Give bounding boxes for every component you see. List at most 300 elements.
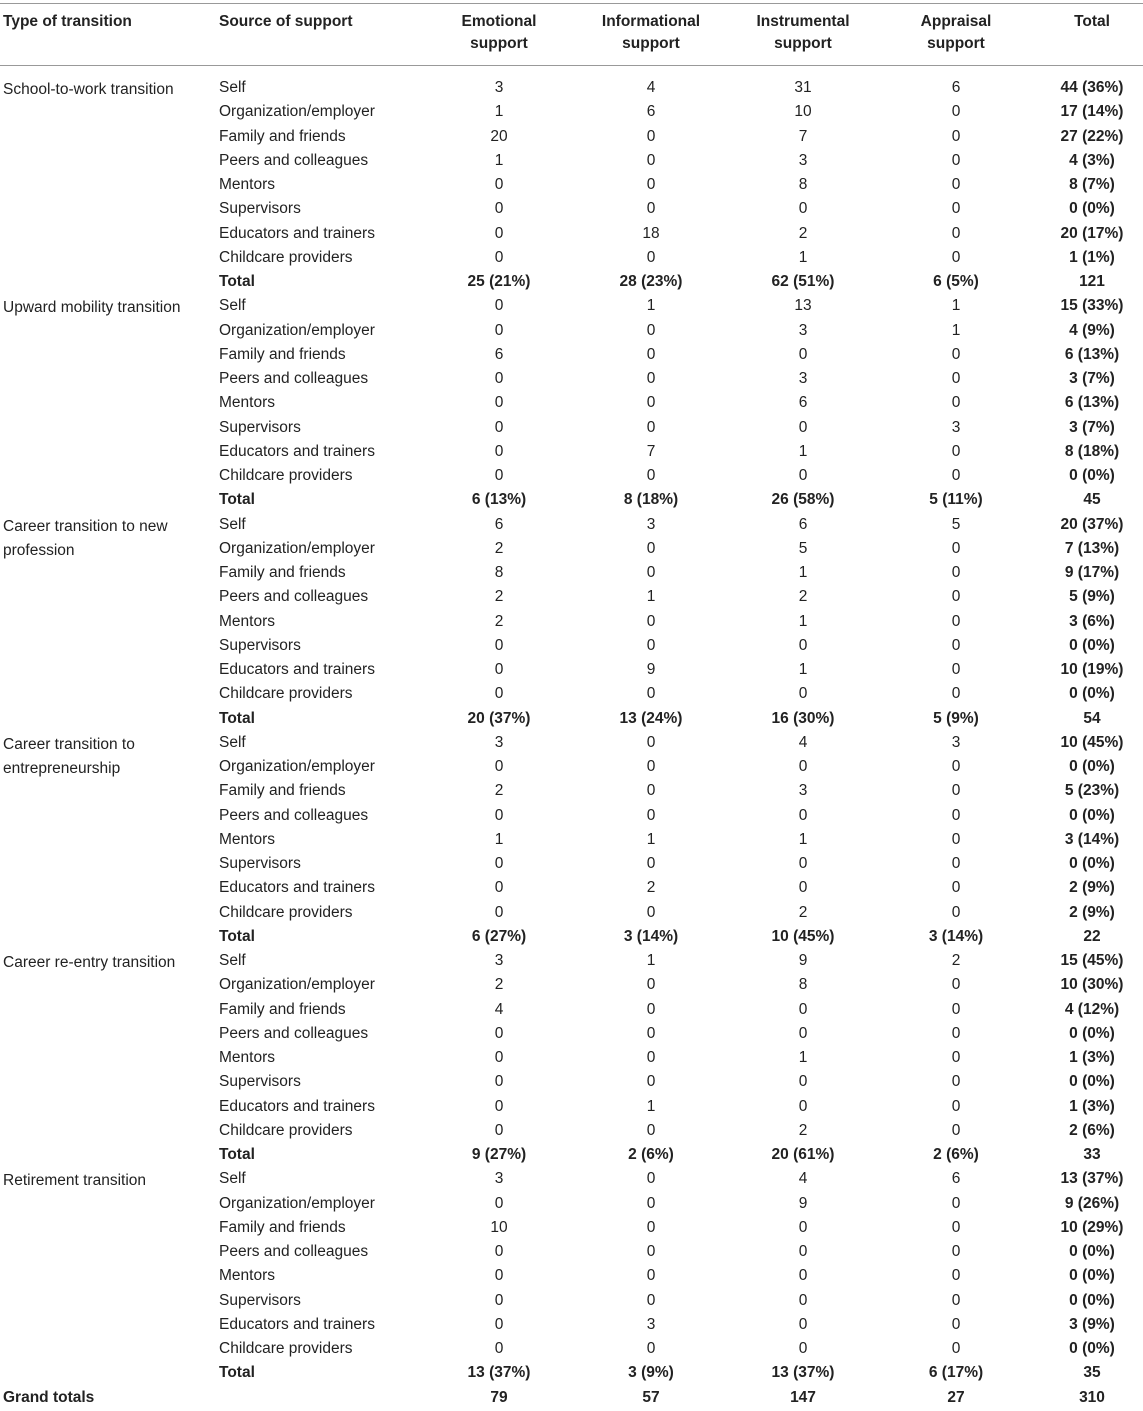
transition-type-label xyxy=(3,951,203,975)
informational-value-cell: 2 xyxy=(646,879,656,897)
total-value-cell: 0 (0%) xyxy=(1069,685,1115,703)
informational-value-cell: 0 xyxy=(646,855,656,872)
total-value-cell: 6 (13%) xyxy=(1064,345,1120,363)
total-value-cell: 5 (9%) xyxy=(1069,588,1115,606)
source-of-support-cell: Organization/employer xyxy=(219,321,375,339)
instrumental-value-cell: 0 xyxy=(798,685,808,703)
header-type-of-transition: Type of transition xyxy=(3,13,132,30)
source-of-support-cell: Peers and colleagues xyxy=(219,1024,369,1042)
source-of-support-cell: Supervisors xyxy=(219,636,301,654)
emotional-value-cell: 0 xyxy=(494,1340,504,1357)
appraisal-value-cell: 0 xyxy=(951,370,961,387)
source-of-support-cell: Mentors xyxy=(219,394,275,412)
informational-value-cell: 1 xyxy=(646,297,656,315)
transition-type-label xyxy=(3,1169,203,1193)
source-of-support-cell: Organization/employer xyxy=(219,976,375,994)
source-of-support-cell: Family and friends xyxy=(219,564,346,581)
emotional-value-cell: 0 xyxy=(494,176,504,193)
source-of-support-cell: Educators and trainers xyxy=(219,224,375,242)
emotional-value-cell: 0 xyxy=(494,1121,504,1139)
source-of-support-cell: Self xyxy=(219,297,246,315)
header-informational-support xyxy=(571,11,731,55)
emotional-value-cell: 2 xyxy=(494,539,504,557)
total-value-cell: 3 (14%) xyxy=(1064,830,1120,848)
informational-value-cell: 0 xyxy=(646,1170,656,1188)
instrumental-value-cell: 2 xyxy=(798,1121,808,1139)
total-value-cell: 3 (7%) xyxy=(1069,370,1115,387)
group-total-label: Total xyxy=(219,709,255,727)
header-appraisal-support xyxy=(876,11,1036,55)
emotional-value-cell: 0 xyxy=(494,879,504,897)
informational-value-cell: 6 xyxy=(646,103,656,121)
header-source-of-support: Source of support xyxy=(219,13,353,30)
appraisal-value-cell: 0 xyxy=(951,1291,961,1309)
grand-total-appraisal-cell: 27 xyxy=(947,1388,965,1406)
instrumental-value-cell: 0 xyxy=(798,1218,808,1236)
emotional-value-cell: 0 xyxy=(494,636,504,654)
total-value-cell: 8 (7%) xyxy=(1069,176,1115,193)
total-value-cell: 0 (0%) xyxy=(1069,1243,1115,1260)
group-total-instrumental-cell: 20 (61%) xyxy=(771,1146,835,1163)
header-informational-line2: support xyxy=(622,35,680,52)
informational-value-cell: 0 xyxy=(646,1243,656,1260)
appraisal-value-cell: 0 xyxy=(951,855,961,872)
emotional-value-cell: 0 xyxy=(494,1194,504,1212)
emotional-value-cell: 0 xyxy=(494,1315,504,1333)
instrumental-value-cell: 13 xyxy=(794,297,812,315)
group-total-instrumental-cell: 10 (45%) xyxy=(771,927,835,945)
emotional-value-cell: 0 xyxy=(494,661,504,678)
transition-type-label xyxy=(3,733,203,781)
informational-value-cell: 0 xyxy=(646,782,656,800)
source-of-support-cell: Self xyxy=(219,79,246,96)
source-of-support-cell: Childcare providers xyxy=(219,685,353,703)
informational-value-cell: 0 xyxy=(646,1049,656,1066)
group-total-informational-cell: 8 (18%) xyxy=(623,491,679,509)
total-value-cell: 0 (0%) xyxy=(1069,806,1115,824)
informational-value-cell: 0 xyxy=(646,370,656,387)
informational-value-cell: 0 xyxy=(646,612,656,630)
instrumental-value-cell: 0 xyxy=(798,200,808,218)
emotional-value-cell: 3 xyxy=(494,1170,504,1188)
source-of-support-cell: Supervisors xyxy=(219,418,301,436)
instrumental-value-cell: 2 xyxy=(798,224,808,242)
appraisal-value-cell: 0 xyxy=(951,806,961,824)
total-value-cell: 10 (45%) xyxy=(1060,733,1124,751)
informational-value-cell: 0 xyxy=(646,976,656,994)
emotional-value-cell: 0 xyxy=(494,903,504,921)
header-emotional-support xyxy=(419,11,579,55)
group-total-informational-cell: 13 (24%) xyxy=(619,709,683,727)
instrumental-value-cell: 1 xyxy=(798,612,808,630)
source-of-support-cell: Peers and colleagues xyxy=(219,1243,369,1260)
total-value-cell: 0 (0%) xyxy=(1069,200,1115,218)
source-of-support-cell: Supervisors xyxy=(219,1291,301,1309)
emotional-value-cell: 2 xyxy=(494,612,504,630)
source-of-support-cell: Family and friends xyxy=(219,1000,346,1018)
appraisal-value-cell: 0 xyxy=(951,1315,961,1333)
total-value-cell: 8 (18%) xyxy=(1064,442,1120,460)
informational-value-cell: 0 xyxy=(646,1267,656,1285)
appraisal-value-cell: 0 xyxy=(951,248,961,266)
header-rule xyxy=(0,65,1143,66)
appraisal-value-cell: 0 xyxy=(951,976,961,994)
total-value-cell: 1 (3%) xyxy=(1069,1049,1115,1066)
total-value-cell: 2 (9%) xyxy=(1069,879,1115,897)
emotional-value-cell: 1 xyxy=(494,103,504,121)
informational-value-cell: 0 xyxy=(646,1291,656,1309)
emotional-value-cell: 0 xyxy=(494,394,504,412)
informational-value-cell: 0 xyxy=(646,200,656,218)
emotional-value-cell: 0 xyxy=(494,1073,504,1091)
instrumental-value-cell: 8 xyxy=(798,176,808,193)
emotional-value-cell: 8 xyxy=(494,564,504,581)
appraisal-value-cell: 0 xyxy=(951,1121,961,1139)
appraisal-value-cell: 0 xyxy=(951,1340,961,1357)
emotional-value-cell: 0 xyxy=(494,418,504,436)
informational-value-cell: 1 xyxy=(646,1097,656,1115)
appraisal-value-cell: 0 xyxy=(951,1049,961,1066)
instrumental-value-cell: 3 xyxy=(798,370,808,387)
instrumental-value-cell: 0 xyxy=(798,1267,808,1285)
transition-type-line: Career transition to xyxy=(3,735,135,753)
total-value-cell: 0 (0%) xyxy=(1069,1340,1115,1357)
total-value-cell: 27 (22%) xyxy=(1060,127,1124,145)
instrumental-value-cell: 0 xyxy=(798,1097,808,1115)
source-of-support-cell: Educators and trainers xyxy=(219,1315,375,1333)
appraisal-value-cell: 0 xyxy=(951,1243,961,1260)
group-total-emotional-cell: 6 (27%) xyxy=(471,927,527,945)
informational-value-cell: 0 xyxy=(646,176,656,193)
group-total-emotional-cell: 20 (37%) xyxy=(467,709,531,727)
instrumental-value-cell: 1 xyxy=(798,442,808,460)
group-total-appraisal-cell: 2 (6%) xyxy=(933,1146,979,1163)
group-total-total-cell: 22 xyxy=(1083,927,1101,945)
group-total-emotional-cell: 25 (21%) xyxy=(467,273,531,290)
informational-value-cell: 0 xyxy=(646,1000,656,1018)
header-emotional-line1: Emotional xyxy=(461,13,537,30)
instrumental-value-cell: 0 xyxy=(798,1291,808,1309)
instrumental-value-cell: 0 xyxy=(798,806,808,824)
informational-value-cell: 0 xyxy=(646,1218,656,1236)
emotional-value-cell: 2 xyxy=(494,976,504,994)
source-of-support-cell: Supervisors xyxy=(219,1073,301,1091)
emotional-value-cell: 0 xyxy=(494,1243,504,1260)
instrumental-value-cell: 0 xyxy=(798,1243,808,1260)
emotional-value-cell: 0 xyxy=(494,806,504,824)
source-of-support-cell: Self xyxy=(219,1170,246,1188)
total-value-cell: 4 (3%) xyxy=(1069,151,1115,169)
total-value-cell: 20 (37%) xyxy=(1060,515,1124,533)
transition-type-line: profession xyxy=(3,541,75,559)
appraisal-value-cell: 0 xyxy=(951,782,961,800)
transition-type-line: Retirement transition xyxy=(3,1172,147,1190)
source-of-support-cell: Educators and trainers xyxy=(219,442,375,460)
emotional-value-cell: 1 xyxy=(494,151,504,169)
instrumental-value-cell: 10 xyxy=(794,103,812,121)
source-of-support-cell: Self xyxy=(219,952,246,969)
appraisal-value-cell: 0 xyxy=(951,636,961,654)
grand-total-informational-cell: 57 xyxy=(642,1388,660,1406)
group-total-informational-cell: 28 (23%) xyxy=(619,273,683,290)
source-of-support-cell: Peers and colleagues xyxy=(219,588,369,606)
appraisal-value-cell: 0 xyxy=(951,1267,961,1285)
appraisal-value-cell: 0 xyxy=(951,661,961,678)
informational-value-cell: 0 xyxy=(646,345,656,363)
instrumental-value-cell: 2 xyxy=(798,903,808,921)
instrumental-value-cell: 1 xyxy=(798,661,808,678)
group-total-label: Total xyxy=(219,491,255,509)
group-total-appraisal-cell: 3 (14%) xyxy=(928,927,984,945)
appraisal-value-cell: 0 xyxy=(951,1097,961,1115)
total-value-cell: 9 (26%) xyxy=(1064,1194,1120,1212)
header-informational-line1: Informational xyxy=(601,13,701,30)
total-value-cell: 4 (12%) xyxy=(1064,1000,1120,1018)
emotional-value-cell: 0 xyxy=(494,1024,504,1042)
source-of-support-cell: Mentors xyxy=(219,830,275,848)
instrumental-value-cell: 0 xyxy=(798,418,808,436)
instrumental-value-cell: 0 xyxy=(798,855,808,872)
emotional-value-cell: 6 xyxy=(494,515,504,533)
source-of-support-cell: Self xyxy=(219,515,246,533)
total-value-cell: 10 (29%) xyxy=(1060,1218,1124,1236)
source-of-support-cell: Family and friends xyxy=(219,127,346,145)
emotional-value-cell: 0 xyxy=(494,248,504,266)
group-total-appraisal-cell: 6 (17%) xyxy=(928,1364,984,1382)
instrumental-value-cell: 3 xyxy=(798,151,808,169)
group-total-total-cell: 121 xyxy=(1079,273,1105,290)
informational-value-cell: 0 xyxy=(646,394,656,412)
instrumental-value-cell: 1 xyxy=(798,564,808,581)
emotional-value-cell: 3 xyxy=(494,733,504,751)
group-total-total-cell: 45 xyxy=(1083,491,1101,509)
informational-value-cell: 0 xyxy=(646,1340,656,1357)
informational-value-cell: 4 xyxy=(646,79,656,96)
emotional-value-cell: 4 xyxy=(494,1000,504,1018)
informational-value-cell: 1 xyxy=(646,952,656,969)
informational-value-cell: 7 xyxy=(646,442,656,460)
appraisal-value-cell: 3 xyxy=(951,418,961,436)
total-value-cell: 15 (33%) xyxy=(1060,297,1124,315)
transition-type-line: School-to-work transition xyxy=(3,81,174,98)
informational-value-cell: 0 xyxy=(646,806,656,824)
informational-value-cell: 0 xyxy=(646,539,656,557)
total-value-cell: 0 (0%) xyxy=(1069,758,1115,775)
appraisal-value-cell: 0 xyxy=(951,830,961,848)
grand-totals-label: Grand totals xyxy=(3,1388,95,1406)
group-total-appraisal-cell: 6 (5%) xyxy=(933,273,979,290)
group-total-instrumental-cell: 62 (51%) xyxy=(771,273,835,290)
instrumental-value-cell: 1 xyxy=(798,248,808,266)
appraisal-value-cell: 0 xyxy=(951,1000,961,1018)
appraisal-value-cell: 0 xyxy=(951,345,961,363)
total-value-cell: 1 (3%) xyxy=(1069,1097,1115,1115)
total-value-cell: 0 (0%) xyxy=(1069,1024,1115,1042)
transition-type-label xyxy=(3,515,203,563)
appraisal-value-cell: 0 xyxy=(951,1218,961,1236)
informational-value-cell: 18 xyxy=(642,224,660,242)
source-of-support-cell: Educators and trainers xyxy=(219,1097,375,1115)
source-of-support-cell: Family and friends xyxy=(219,345,346,363)
instrumental-value-cell: 4 xyxy=(798,1170,808,1188)
instrumental-value-cell: 9 xyxy=(798,952,808,969)
source-of-support-cell: Childcare providers xyxy=(219,467,353,484)
informational-value-cell: 0 xyxy=(646,903,656,921)
group-total-emotional-cell: 9 (27%) xyxy=(471,1146,527,1163)
emotional-value-cell: 0 xyxy=(494,1291,504,1309)
appraisal-value-cell: 2 xyxy=(951,952,961,969)
group-total-informational-cell: 3 (14%) xyxy=(623,927,679,945)
group-total-emotional-cell: 6 (13%) xyxy=(471,491,527,509)
emotional-value-cell: 6 xyxy=(494,345,504,363)
source-of-support-cell: Peers and colleagues xyxy=(219,370,369,387)
emotional-value-cell: 0 xyxy=(494,297,504,315)
appraisal-value-cell: 0 xyxy=(951,588,961,606)
emotional-value-cell: 0 xyxy=(494,1267,504,1285)
total-value-cell: 20 (17%) xyxy=(1060,224,1124,242)
group-total-instrumental-cell: 16 (30%) xyxy=(771,709,835,727)
appraisal-value-cell: 6 xyxy=(951,1170,961,1188)
informational-value-cell: 0 xyxy=(646,248,656,266)
appraisal-value-cell: 5 xyxy=(951,515,961,533)
instrumental-value-cell: 0 xyxy=(798,1315,808,1333)
informational-value-cell: 0 xyxy=(646,564,656,581)
group-total-informational-cell: 2 (6%) xyxy=(628,1146,674,1163)
emotional-value-cell: 0 xyxy=(494,685,504,703)
total-value-cell: 0 (0%) xyxy=(1069,636,1115,654)
appraisal-value-cell: 1 xyxy=(951,297,961,315)
informational-value-cell: 0 xyxy=(646,467,656,484)
transition-type-line: Career re-entry transition xyxy=(3,954,176,971)
group-total-informational-cell: 3 (9%) xyxy=(628,1364,674,1382)
emotional-value-cell: 0 xyxy=(494,321,504,339)
instrumental-value-cell: 6 xyxy=(798,394,808,412)
source-of-support-cell: Self xyxy=(219,733,246,751)
total-value-cell: 3 (6%) xyxy=(1069,612,1115,630)
informational-value-cell: 0 xyxy=(646,733,656,751)
instrumental-value-cell: 0 xyxy=(798,636,808,654)
instrumental-value-cell: 5 xyxy=(798,539,808,557)
source-of-support-cell: Childcare providers xyxy=(219,903,353,921)
instrumental-value-cell: 0 xyxy=(798,1000,808,1018)
emotional-value-cell: 3 xyxy=(494,952,504,969)
appraisal-value-cell: 0 xyxy=(951,564,961,581)
appraisal-value-cell: 0 xyxy=(951,442,961,460)
informational-value-cell: 3 xyxy=(646,1315,656,1333)
transition-type-line: Upward mobility transition xyxy=(3,299,181,317)
emotional-value-cell: 0 xyxy=(494,442,504,460)
informational-value-cell: 0 xyxy=(646,151,656,169)
group-total-emotional-cell: 13 (37%) xyxy=(467,1364,531,1382)
total-value-cell: 7 (13%) xyxy=(1064,539,1120,557)
appraisal-value-cell: 0 xyxy=(951,879,961,897)
group-total-label: Total xyxy=(219,1364,255,1382)
instrumental-value-cell: 3 xyxy=(798,782,808,800)
group-total-instrumental-cell: 26 (58%) xyxy=(771,491,835,509)
informational-value-cell: 0 xyxy=(646,758,656,775)
appraisal-value-cell: 0 xyxy=(951,685,961,703)
group-total-total-cell: 54 xyxy=(1083,709,1101,727)
informational-value-cell: 0 xyxy=(646,321,656,339)
instrumental-value-cell: 0 xyxy=(798,879,808,897)
instrumental-value-cell: 1 xyxy=(798,1049,808,1066)
appraisal-value-cell: 0 xyxy=(951,127,961,145)
group-total-label: Total xyxy=(219,927,255,945)
informational-value-cell: 0 xyxy=(646,127,656,145)
grand-total-instrumental-cell: 147 xyxy=(790,1388,816,1406)
total-value-cell: 0 (0%) xyxy=(1069,1267,1115,1285)
total-value-cell: 9 (17%) xyxy=(1064,564,1120,581)
group-total-appraisal-cell: 5 (11%) xyxy=(929,491,983,509)
appraisal-value-cell: 0 xyxy=(951,1024,961,1042)
total-value-cell: 10 (30%) xyxy=(1060,976,1124,994)
appraisal-value-cell: 0 xyxy=(951,103,961,121)
instrumental-value-cell: 0 xyxy=(798,1073,808,1091)
instrumental-value-cell: 6 xyxy=(798,515,808,533)
informational-value-cell: 0 xyxy=(646,1024,656,1042)
header-instrumental-line1: Instrumental xyxy=(756,13,850,30)
group-total-total-cell: 35 xyxy=(1083,1364,1101,1382)
total-value-cell: 0 (0%) xyxy=(1069,1073,1115,1091)
transition-type-label xyxy=(3,78,203,102)
informational-value-cell: 0 xyxy=(646,685,656,703)
appraisal-value-cell: 0 xyxy=(951,467,961,484)
instrumental-value-cell: 4 xyxy=(798,733,808,751)
informational-value-cell: 0 xyxy=(646,1073,656,1091)
emotional-value-cell: 10 xyxy=(490,1218,508,1236)
source-of-support-cell: Organization/employer xyxy=(219,103,375,121)
total-value-cell: 5 (23%) xyxy=(1064,782,1120,800)
source-of-support-cell: Supervisors xyxy=(219,200,301,218)
group-total-label: Total xyxy=(219,1146,255,1163)
appraisal-value-cell: 0 xyxy=(951,1194,961,1212)
total-value-cell: 17 (14%) xyxy=(1060,103,1124,121)
total-value-cell: 0 (0%) xyxy=(1069,1291,1115,1309)
source-of-support-cell: Peers and colleagues xyxy=(219,806,369,824)
source-of-support-cell: Organization/employer xyxy=(219,1194,375,1212)
group-total-instrumental-cell: 13 (37%) xyxy=(771,1364,835,1382)
instrumental-value-cell: 2 xyxy=(798,588,808,606)
source-of-support-cell: Mentors xyxy=(219,1267,275,1285)
instrumental-value-cell: 3 xyxy=(798,321,808,339)
header-appraisal-line1: Appraisal xyxy=(920,13,992,30)
informational-value-cell: 9 xyxy=(646,661,656,678)
header-total: Total xyxy=(1074,13,1110,30)
informational-value-cell: 0 xyxy=(646,418,656,436)
total-value-cell: 3 (7%) xyxy=(1069,418,1115,436)
emotional-value-cell: 0 xyxy=(494,758,504,775)
instrumental-value-cell: 0 xyxy=(798,1340,808,1357)
instrumental-value-cell: 0 xyxy=(798,345,808,363)
total-value-cell: 0 (0%) xyxy=(1069,855,1115,872)
instrumental-value-cell: 0 xyxy=(798,758,808,775)
grand-total-total-cell: 310 xyxy=(1079,1388,1105,1406)
total-value-cell: 2 (6%) xyxy=(1069,1121,1115,1139)
transition-type-label xyxy=(3,296,203,320)
emotional-value-cell: 2 xyxy=(494,588,504,606)
total-value-cell: 1 (1%) xyxy=(1069,248,1115,266)
appraisal-value-cell: 0 xyxy=(951,539,961,557)
instrumental-value-cell: 31 xyxy=(794,79,812,96)
source-of-support-cell: Childcare providers xyxy=(219,1121,353,1139)
informational-value-cell: 0 xyxy=(646,1194,656,1212)
source-of-support-cell: Educators and trainers xyxy=(219,661,375,678)
source-of-support-cell: Mentors xyxy=(219,176,275,193)
source-of-support-cell: Mentors xyxy=(219,1049,275,1066)
informational-value-cell: 0 xyxy=(646,636,656,654)
total-value-cell: 2 (9%) xyxy=(1069,903,1115,921)
instrumental-value-cell: 1 xyxy=(798,830,808,848)
